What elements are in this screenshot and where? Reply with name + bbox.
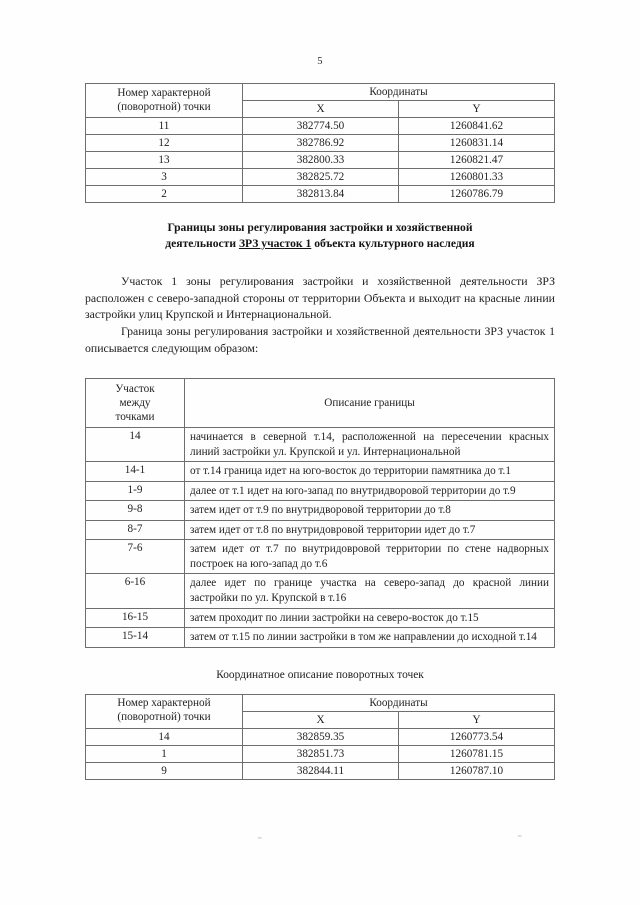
cell-description: затем идет от т.9 по внутридворовой территории до т.8 xyxy=(185,501,555,521)
table-header-row xyxy=(86,694,555,711)
column-header-point-number xyxy=(86,84,243,118)
cell-x: 382859.35 xyxy=(243,728,399,745)
column-header-y: Y xyxy=(399,711,555,728)
cell-description: начинается в северной т.14, расположенной на пересечении красных линий застройки ул. Крупской и ул. Интернациональной xyxy=(185,427,555,461)
header-point-line2: (поворотной) точки xyxy=(117,100,211,113)
table-row xyxy=(86,169,555,186)
cell-point-number: 14 xyxy=(86,728,243,745)
cell-segment: 7-6 xyxy=(86,540,185,574)
table-row xyxy=(86,520,555,540)
scan-artifact: ‗ xyxy=(258,831,262,839)
column-header-point-number xyxy=(86,694,243,728)
column-header-x: X xyxy=(243,711,399,728)
cell-x: 382774.50 xyxy=(243,118,399,135)
cell-x: 382800.33 xyxy=(243,152,399,169)
column-header-coordinates: Координаты xyxy=(243,84,555,101)
cell-segment: 8-7 xyxy=(86,520,185,540)
header-point-line1: Номер характерной xyxy=(117,697,211,710)
cell-description: от т.14 граница идет на юго-восток до территории памятника до т.1 xyxy=(185,462,555,482)
cell-x: 382786.92 xyxy=(243,135,399,152)
coordinate-table-bottom xyxy=(85,694,555,780)
table-row xyxy=(86,501,555,521)
table-row xyxy=(86,762,555,779)
table-header-row xyxy=(86,378,555,427)
cell-point-number: 1 xyxy=(86,745,243,762)
cell-segment: 14 xyxy=(86,427,185,461)
cell-description: далее от т.1 идет на юго-запад по внутридворовой территории до т.9 xyxy=(185,481,555,501)
cell-segment: 16-15 xyxy=(86,608,185,628)
cell-x: 382844.11 xyxy=(243,762,399,779)
section-heading xyxy=(85,220,555,253)
page-content xyxy=(85,56,555,780)
cell-point-number: 13 xyxy=(86,152,243,169)
coordinate-table-caption: Координатное описание поворотных точек xyxy=(216,668,424,681)
cell-description: затем от т.15 по линии застройки в том же направлении до исходной т.14 xyxy=(185,628,555,648)
header-segment-line3: точками xyxy=(115,410,155,423)
page-number: 5 xyxy=(317,56,323,67)
cell-y: 1260781.15 xyxy=(399,745,555,762)
cell-description: далее идет по границе участка на северо-запад до красной линии застройки по ул. Крупской в т.16 xyxy=(185,574,555,608)
heading-line-2-suffix: объекта культурного наследия xyxy=(311,237,475,251)
table-row xyxy=(86,574,555,608)
table-row xyxy=(86,481,555,501)
cell-y: 1260841.62 xyxy=(399,118,555,135)
cell-point-number: 12 xyxy=(86,135,243,152)
table-row xyxy=(86,186,555,203)
table-row xyxy=(86,608,555,628)
heading-line-1: Границы зоны регулирования застройки и хозяйственной xyxy=(167,221,473,234)
heading-zone-reference: ЗРЗ участок 1 xyxy=(238,237,312,251)
cell-x: 382813.84 xyxy=(243,186,399,203)
cell-point-number: 9 xyxy=(86,762,243,779)
cell-segment: 1-9 xyxy=(86,481,185,501)
header-segment-line2: между xyxy=(119,396,151,409)
cell-description: затем идет от т.8 по внутридовровой территории идет до т.7 xyxy=(185,520,555,540)
table-row xyxy=(86,728,555,745)
boundary-description-table xyxy=(85,378,555,648)
cell-x: 382851.73 xyxy=(243,745,399,762)
column-header-coordinates: Координаты xyxy=(243,694,555,711)
cell-point-number: 3 xyxy=(86,169,243,186)
cell-point-number: 2 xyxy=(86,186,243,203)
table-row xyxy=(86,540,555,574)
table-row xyxy=(86,745,555,762)
header-point-line2: (поворотной) точки xyxy=(117,711,211,724)
cell-x: 382825.72 xyxy=(243,169,399,186)
cell-description: затем идет от т.7 по внутридовровой территории по стене надворных построек на юго-запад до т.6 xyxy=(185,540,555,574)
body-text-block xyxy=(85,273,555,357)
cell-segment: 14-1 xyxy=(86,462,185,482)
cell-y: 1260801.33 xyxy=(399,169,555,186)
column-header-x: X xyxy=(243,101,399,118)
table-row xyxy=(86,152,555,169)
heading-line-2-prefix: деятельности xyxy=(165,237,239,251)
paragraph-zone-location: Участок 1 зоны регулирования застройки и хозяйственной деятельности ЗРЗ расположен с северо-западной стороны от территории Объекта и выходит на красные линии застройки улиц Крупской и Интернациональной. xyxy=(85,273,555,322)
column-header-segment xyxy=(86,378,185,427)
cell-description: затем проходит по линии застройки на северо-восток до т.15 xyxy=(185,608,555,628)
cell-segment: 15-14 xyxy=(86,628,185,648)
header-point-line1: Номер характерной xyxy=(117,86,211,99)
cell-y: 1260786.79 xyxy=(399,186,555,203)
table-row xyxy=(86,118,555,135)
table-row xyxy=(86,462,555,482)
table-row xyxy=(86,427,555,461)
table-row xyxy=(86,628,555,648)
table-row xyxy=(86,135,555,152)
header-segment-line1: Участок xyxy=(115,382,155,395)
cell-y: 1260773.54 xyxy=(399,728,555,745)
paragraph-boundary-intro: Граница зоны регулирования застройки и хозяйственной деятельности ЗРЗ участок 1 описывается следующим образом: xyxy=(85,324,555,355)
cell-y: 1260831.14 xyxy=(399,135,555,152)
cell-y: 1260787.10 xyxy=(399,762,555,779)
cell-point-number: 11 xyxy=(86,118,243,135)
cell-segment: 6-16 xyxy=(86,574,185,608)
coordinate-table-top xyxy=(85,83,555,203)
cell-segment: 9-8 xyxy=(86,501,185,521)
column-header-description: Описание границы xyxy=(185,378,555,427)
scan-artifact: ‗ xyxy=(518,829,522,837)
column-header-y: Y xyxy=(399,101,555,118)
table-header-row xyxy=(86,84,555,101)
cell-y: 1260821.47 xyxy=(399,152,555,169)
